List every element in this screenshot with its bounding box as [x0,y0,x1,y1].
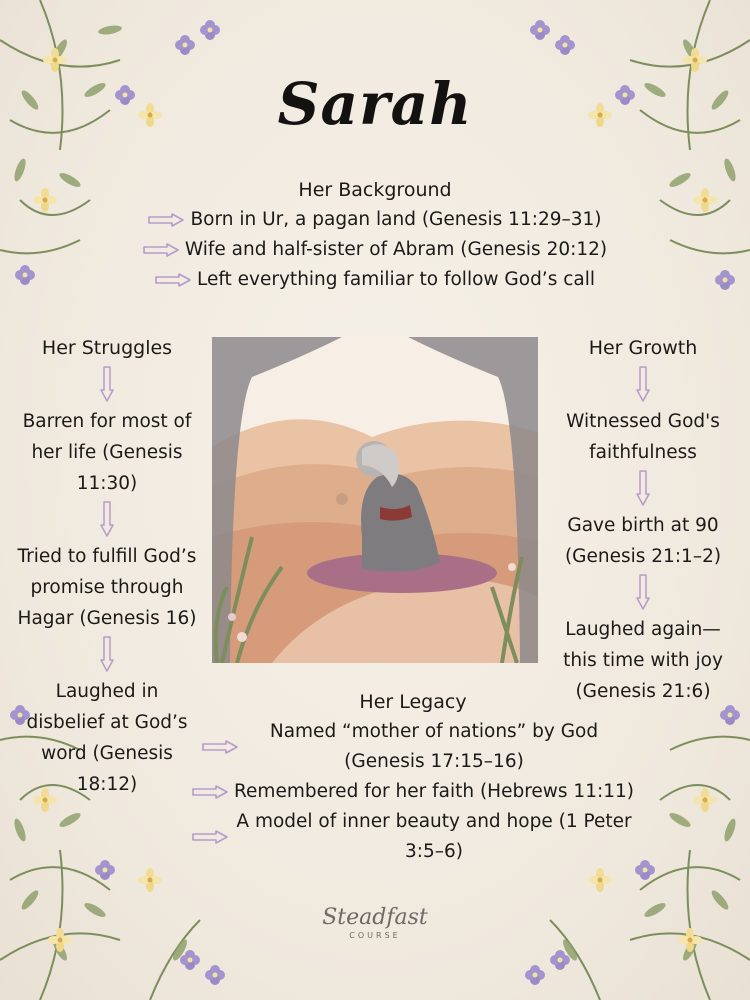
right-arrow-icon [202,740,238,754]
down-arrow-icon [100,636,114,672]
down-arrow-icon [100,366,114,402]
legacy-heading: Her Legacy [359,691,467,713]
right-arrow-icon [143,243,179,257]
right-arrow-icon [148,213,184,227]
struggles-item: Laughed in disbelief at God’s word (Genesis 18:12) [26,681,188,795]
down-arrow-icon [636,574,650,610]
background-heading: Her Background [298,179,452,201]
struggles-heading: Her Struggles [41,337,173,359]
down-arrow-icon [636,470,650,506]
sarah-illustration [212,337,538,663]
struggles-item: Tried to fulfill God’s promise through Hagar (Genesis 16) [17,546,197,629]
legacy-item: A model of inner beauty and hope (1 Peter 3:5–6) [183,807,643,867]
page-title: Sarah [277,70,473,138]
growth-item: Gave birth at 90 (Genesis 21:1–2) [564,515,722,567]
background-item: Left everything familiar to follow God’s call [100,265,650,295]
struggles-section [17,333,197,800]
logo-name: Steadfast [322,905,428,930]
right-arrow-icon [192,830,228,844]
legacy-section [183,687,643,867]
legacy-item: Remembered for her faith (Hebrews 11:11) [183,777,643,807]
down-arrow-icon [100,501,114,537]
right-arrow-icon [192,785,228,799]
struggles-item: Barren for most of her life (Genesis 11:30) [22,411,192,494]
background-item: Born in Ur, a pagan land (Genesis 11:29–31) [100,205,650,235]
growth-heading: Her Growth [588,337,698,359]
background-section [100,175,650,295]
background-item: Wife and half-sister of Abram (Genesis 20:12) [100,235,650,265]
right-arrow-icon [155,273,191,287]
steadfast-logo [300,905,450,950]
growth-item: Witnessed God's faithfulness [566,411,720,463]
down-arrow-icon [636,366,650,402]
legacy-item: Named “mother of nations” by God (Genesis 17:15–16) [183,717,643,777]
growth-section [553,333,733,707]
logo-sub: COURSE [349,931,401,940]
growth-item: Laughed again—this time with joy (Genesis 21:6) [563,619,723,702]
